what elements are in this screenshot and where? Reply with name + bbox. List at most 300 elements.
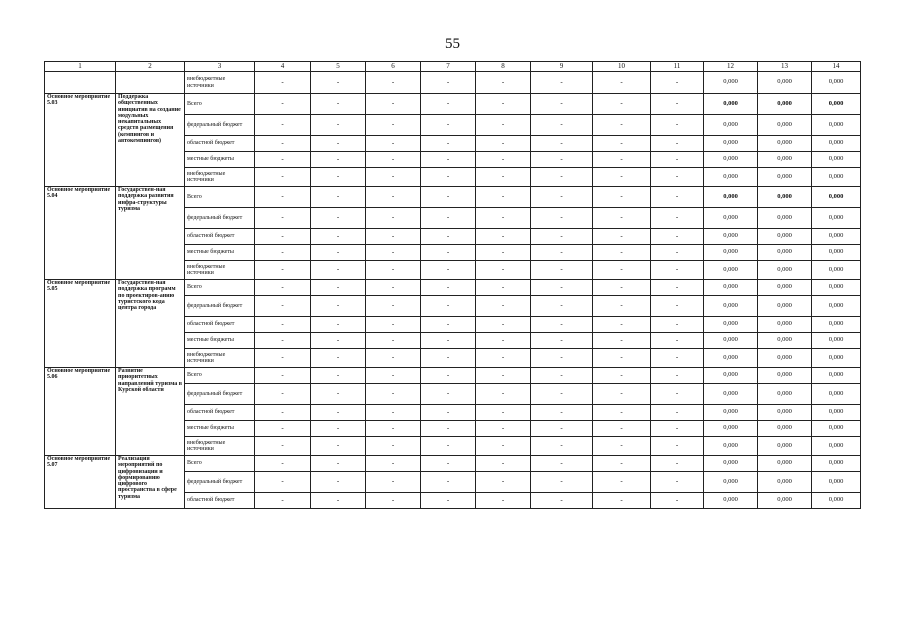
dash-cell: - xyxy=(651,187,704,208)
dash-cell: - xyxy=(531,296,593,317)
dash-cell: - xyxy=(366,437,421,456)
dash-cell: - xyxy=(476,493,531,509)
dash-cell: - xyxy=(651,349,704,368)
dash-cell: - xyxy=(366,317,421,333)
value-cell: 0,000 xyxy=(812,168,861,187)
dash-cell: - xyxy=(421,245,476,261)
column-header-2: 2 xyxy=(116,62,185,72)
dash-cell: - xyxy=(651,94,704,115)
dash-cell: - xyxy=(311,261,366,280)
empty-cell xyxy=(116,72,185,94)
value-cell: 0,000 xyxy=(758,208,812,229)
dash-cell: - xyxy=(531,456,593,472)
value-cell: 0,000 xyxy=(812,437,861,456)
funding-source-label: федеральный бюджет xyxy=(185,115,255,136)
dash-cell: - xyxy=(651,384,704,405)
value-cell: 0,000 xyxy=(704,349,758,368)
value-cell: 0,000 xyxy=(758,368,812,384)
activity-code: Основное мероприятие 5.06 xyxy=(45,368,116,456)
dash-cell: - xyxy=(531,261,593,280)
empty-cell xyxy=(45,72,116,94)
dash-cell: - xyxy=(651,229,704,245)
value-cell: 0,000 xyxy=(812,72,861,94)
budget-table xyxy=(44,61,861,509)
dash-cell: - xyxy=(593,384,651,405)
column-header-8: 8 xyxy=(476,62,531,72)
dash-cell: - xyxy=(651,437,704,456)
table-row xyxy=(45,456,861,472)
value-cell: 0,000 xyxy=(704,187,758,208)
dash-cell: - xyxy=(593,437,651,456)
value-cell: 0,000 xyxy=(758,405,812,421)
value-cell: 0,000 xyxy=(812,187,861,208)
dash-cell: - xyxy=(421,349,476,368)
dash-cell: - xyxy=(531,333,593,349)
dash-cell: - xyxy=(651,168,704,187)
dash-cell: - xyxy=(476,94,531,115)
dash-cell: - xyxy=(476,384,531,405)
dash-cell: - xyxy=(476,280,531,296)
value-cell: 0,000 xyxy=(704,115,758,136)
value-cell: 0,000 xyxy=(704,405,758,421)
dash-cell: - xyxy=(311,245,366,261)
page-number: 55 xyxy=(445,36,460,52)
dash-cell: - xyxy=(255,187,311,208)
value-cell: 0,000 xyxy=(758,152,812,168)
value-cell: 0,000 xyxy=(704,437,758,456)
dash-cell: - xyxy=(476,421,531,437)
dash-cell: - xyxy=(531,405,593,421)
dash-cell: - xyxy=(593,472,651,493)
dash-cell: - xyxy=(476,245,531,261)
dash-cell: - xyxy=(593,493,651,509)
dash-cell: - xyxy=(476,261,531,280)
value-cell: 0,000 xyxy=(812,405,861,421)
dash-cell: - xyxy=(311,456,366,472)
dash-cell: - xyxy=(366,421,421,437)
value-cell: 0,000 xyxy=(704,229,758,245)
value-cell: 0,000 xyxy=(758,261,812,280)
value-cell: 0,000 xyxy=(704,296,758,317)
dash-cell: - xyxy=(593,333,651,349)
dash-cell: - xyxy=(476,136,531,152)
dash-cell: - xyxy=(311,229,366,245)
dash-cell: - xyxy=(366,296,421,317)
dash-cell: - xyxy=(311,317,366,333)
value-cell: 0,000 xyxy=(704,208,758,229)
funding-source-label: Всего xyxy=(185,368,255,384)
funding-source-label: областной бюджет xyxy=(185,405,255,421)
dash-cell: - xyxy=(366,168,421,187)
dash-cell: - xyxy=(531,349,593,368)
funding-source-label: областной бюджет xyxy=(185,229,255,245)
value-cell: 0,000 xyxy=(758,296,812,317)
dash-cell: - xyxy=(421,296,476,317)
dash-cell: - xyxy=(651,421,704,437)
value-cell: 0,000 xyxy=(758,72,812,94)
dash-cell: - xyxy=(311,493,366,509)
dash-cell: - xyxy=(651,405,704,421)
dash-cell: - xyxy=(255,421,311,437)
dash-cell: - xyxy=(593,296,651,317)
dash-cell: - xyxy=(593,208,651,229)
dash-cell: - xyxy=(531,136,593,152)
value-cell: 0,000 xyxy=(812,296,861,317)
dash-cell: - xyxy=(311,333,366,349)
dash-cell: - xyxy=(593,152,651,168)
value-cell: 0,000 xyxy=(812,333,861,349)
dash-cell: - xyxy=(255,296,311,317)
activity-title: Реализация мероприятий по цифровизации и формированию цифрового пространства в сфере туризма xyxy=(116,456,185,509)
dash-cell: - xyxy=(421,384,476,405)
dash-cell: - xyxy=(311,72,366,94)
value-cell: 0,000 xyxy=(704,280,758,296)
dash-cell: - xyxy=(651,368,704,384)
dash-cell: - xyxy=(255,94,311,115)
funding-source-label: внебюджетные источники xyxy=(185,437,255,456)
funding-source-label: федеральный бюджет xyxy=(185,472,255,493)
dash-cell: - xyxy=(421,94,476,115)
dash-cell: - xyxy=(651,456,704,472)
value-cell: 0,000 xyxy=(812,115,861,136)
dash-cell: - xyxy=(531,168,593,187)
dash-cell: - xyxy=(366,245,421,261)
dash-cell: - xyxy=(593,245,651,261)
funding-source-label: Всего xyxy=(185,280,255,296)
dash-cell: - xyxy=(476,115,531,136)
value-cell: 0,000 xyxy=(812,136,861,152)
dash-cell: - xyxy=(311,368,366,384)
dash-cell: - xyxy=(366,384,421,405)
dash-cell: - xyxy=(476,405,531,421)
value-cell: 0,000 xyxy=(758,437,812,456)
dash-cell: - xyxy=(421,368,476,384)
value-cell: 0,000 xyxy=(758,421,812,437)
value-cell: 0,000 xyxy=(704,368,758,384)
funding-source-label: местные бюджеты xyxy=(185,152,255,168)
value-cell: 0,000 xyxy=(812,421,861,437)
dash-cell: - xyxy=(255,261,311,280)
value-cell: 0,000 xyxy=(758,333,812,349)
dash-cell: - xyxy=(421,472,476,493)
dash-cell: - xyxy=(531,317,593,333)
dash-cell: - xyxy=(531,280,593,296)
value-cell: 0,000 xyxy=(758,317,812,333)
dash-cell: - xyxy=(255,280,311,296)
column-header-10: 10 xyxy=(593,62,651,72)
dash-cell: - xyxy=(593,72,651,94)
dash-cell: - xyxy=(366,152,421,168)
dash-cell: - xyxy=(531,472,593,493)
value-cell: 0,000 xyxy=(704,317,758,333)
dash-cell: - xyxy=(421,317,476,333)
funding-source-label: местные бюджеты xyxy=(185,245,255,261)
dash-cell: - xyxy=(651,245,704,261)
value-cell: 0,000 xyxy=(812,384,861,405)
dash-cell: - xyxy=(421,229,476,245)
dash-cell: - xyxy=(366,115,421,136)
dash-cell: - xyxy=(311,94,366,115)
dash-cell: - xyxy=(476,349,531,368)
dash-cell: - xyxy=(593,168,651,187)
value-cell: 0,000 xyxy=(812,245,861,261)
dash-cell: - xyxy=(651,472,704,493)
dash-cell: - xyxy=(476,168,531,187)
dash-cell: - xyxy=(366,456,421,472)
value-cell: 0,000 xyxy=(704,72,758,94)
dash-cell: - xyxy=(366,72,421,94)
dash-cell: - xyxy=(531,421,593,437)
funding-source-label: федеральный бюджет xyxy=(185,296,255,317)
dash-cell: - xyxy=(593,115,651,136)
dash-cell: - xyxy=(366,368,421,384)
funding-source-label: внебюджетные источники xyxy=(185,168,255,187)
dash-cell: - xyxy=(255,437,311,456)
funding-source-label: федеральный бюджет xyxy=(185,208,255,229)
column-header-6: 6 xyxy=(366,62,421,72)
dash-cell: - xyxy=(476,333,531,349)
activity-title: Государствен-ная поддержка программ по проектиров-анию туристского кода центра города xyxy=(116,280,185,368)
value-cell: 0,000 xyxy=(812,152,861,168)
dash-cell: - xyxy=(255,333,311,349)
dash-cell: - xyxy=(531,245,593,261)
dash-cell: - xyxy=(366,261,421,280)
value-cell: 0,000 xyxy=(758,115,812,136)
dash-cell: - xyxy=(311,296,366,317)
funding-source-label: внебюджетные источники xyxy=(185,349,255,368)
dash-cell: - xyxy=(651,152,704,168)
dash-cell: - xyxy=(651,493,704,509)
dash-cell: - xyxy=(531,187,593,208)
dash-cell: - xyxy=(421,115,476,136)
value-cell: 0,000 xyxy=(758,168,812,187)
value-cell: 0,000 xyxy=(812,493,861,509)
dash-cell: - xyxy=(531,94,593,115)
dash-cell: - xyxy=(531,115,593,136)
dash-cell: - xyxy=(255,349,311,368)
dash-cell: - xyxy=(476,72,531,94)
dash-cell: - xyxy=(366,187,421,208)
dash-cell: - xyxy=(421,72,476,94)
dash-cell: - xyxy=(651,333,704,349)
dash-cell: - xyxy=(476,368,531,384)
value-cell: 0,000 xyxy=(812,317,861,333)
table-row xyxy=(45,280,861,296)
dash-cell: - xyxy=(651,317,704,333)
dash-cell: - xyxy=(366,333,421,349)
activity-title: Государствен-ная поддержка развития инфра-структуры туризма xyxy=(116,187,185,280)
value-cell: 0,000 xyxy=(758,280,812,296)
dash-cell: - xyxy=(531,437,593,456)
dash-cell: - xyxy=(421,168,476,187)
value-cell: 0,000 xyxy=(704,152,758,168)
value-cell: 0,000 xyxy=(812,368,861,384)
dash-cell: - xyxy=(255,368,311,384)
funding-source-label: Всего xyxy=(185,187,255,208)
value-cell: 0,000 xyxy=(758,229,812,245)
dash-cell: - xyxy=(366,208,421,229)
dash-cell: - xyxy=(651,296,704,317)
table-row xyxy=(45,187,861,208)
value-cell: 0,000 xyxy=(704,94,758,115)
dash-cell: - xyxy=(311,136,366,152)
value-cell: 0,000 xyxy=(812,349,861,368)
column-header-7: 7 xyxy=(421,62,476,72)
dash-cell: - xyxy=(531,208,593,229)
dash-cell: - xyxy=(421,333,476,349)
dash-cell: - xyxy=(531,229,593,245)
dash-cell: - xyxy=(593,368,651,384)
value-cell: 0,000 xyxy=(758,349,812,368)
dash-cell: - xyxy=(531,493,593,509)
funding-source-label: областной бюджет xyxy=(185,317,255,333)
dash-cell: - xyxy=(366,229,421,245)
dash-cell: - xyxy=(421,208,476,229)
dash-cell: - xyxy=(593,317,651,333)
value-cell: 0,000 xyxy=(704,493,758,509)
dash-cell: - xyxy=(255,229,311,245)
dash-cell: - xyxy=(311,384,366,405)
dash-cell: - xyxy=(311,349,366,368)
header-row xyxy=(45,62,861,72)
dash-cell: - xyxy=(651,280,704,296)
dash-cell: - xyxy=(421,456,476,472)
dash-cell: - xyxy=(421,405,476,421)
dash-cell: - xyxy=(311,421,366,437)
dash-cell: - xyxy=(476,208,531,229)
dash-cell: - xyxy=(593,421,651,437)
activity-code: Основное мероприятие 5.03 xyxy=(45,94,116,187)
dash-cell: - xyxy=(255,456,311,472)
value-cell: 0,000 xyxy=(812,94,861,115)
value-cell: 0,000 xyxy=(758,493,812,509)
dash-cell: - xyxy=(311,152,366,168)
value-cell: 0,000 xyxy=(812,229,861,245)
dash-cell: - xyxy=(311,280,366,296)
dash-cell: - xyxy=(531,368,593,384)
table-body xyxy=(45,72,861,509)
value-cell: 0,000 xyxy=(704,421,758,437)
column-header-9: 9 xyxy=(531,62,593,72)
activity-code: Основное мероприятие 5.05 xyxy=(45,280,116,368)
dash-cell: - xyxy=(311,437,366,456)
dash-cell: - xyxy=(593,456,651,472)
dash-cell: - xyxy=(366,349,421,368)
dash-cell: - xyxy=(421,437,476,456)
value-cell: 0,000 xyxy=(812,280,861,296)
funding-source-label: Всего xyxy=(185,456,255,472)
dash-cell: - xyxy=(476,317,531,333)
dash-cell: - xyxy=(421,261,476,280)
column-header-13: 13 xyxy=(758,62,812,72)
value-cell: 0,000 xyxy=(758,384,812,405)
column-header-4: 4 xyxy=(255,62,311,72)
dash-cell: - xyxy=(421,493,476,509)
dash-cell: - xyxy=(476,456,531,472)
dash-cell: - xyxy=(421,136,476,152)
dash-cell: - xyxy=(593,229,651,245)
funding-source-label: Всего xyxy=(185,94,255,115)
activity-code: Основное мероприятие 5.04 xyxy=(45,187,116,280)
funding-source-label: внебюджетные источники xyxy=(185,261,255,280)
dash-cell: - xyxy=(366,405,421,421)
dash-cell: - xyxy=(476,296,531,317)
dash-cell: - xyxy=(255,384,311,405)
dash-cell: - xyxy=(476,472,531,493)
dash-cell: - xyxy=(651,136,704,152)
dash-cell: - xyxy=(476,152,531,168)
dash-cell: - xyxy=(476,187,531,208)
dash-cell: - xyxy=(255,208,311,229)
dash-cell: - xyxy=(311,115,366,136)
value-cell: 0,000 xyxy=(758,245,812,261)
table-row xyxy=(45,368,861,384)
dash-cell: - xyxy=(311,208,366,229)
dash-cell: - xyxy=(593,280,651,296)
dash-cell: - xyxy=(651,208,704,229)
dash-cell: - xyxy=(476,437,531,456)
dash-cell: - xyxy=(651,72,704,94)
dash-cell: - xyxy=(255,317,311,333)
dash-cell: - xyxy=(366,493,421,509)
table-row xyxy=(45,94,861,115)
dash-cell: - xyxy=(593,136,651,152)
dash-cell: - xyxy=(421,421,476,437)
funding-source-label: федеральный бюджет xyxy=(185,384,255,405)
dash-cell: - xyxy=(651,261,704,280)
dash-cell: - xyxy=(366,136,421,152)
funding-source-label: внебюджетные источники xyxy=(185,72,255,94)
dash-cell: - xyxy=(311,168,366,187)
dash-cell: - xyxy=(255,72,311,94)
value-cell: 0,000 xyxy=(812,208,861,229)
column-header-11: 11 xyxy=(651,62,704,72)
dash-cell: - xyxy=(651,115,704,136)
value-cell: 0,000 xyxy=(704,333,758,349)
funding-source-label: областной бюджет xyxy=(185,493,255,509)
value-cell: 0,000 xyxy=(812,456,861,472)
dash-cell: - xyxy=(593,349,651,368)
dash-cell: - xyxy=(421,280,476,296)
dash-cell: - xyxy=(255,168,311,187)
value-cell: 0,000 xyxy=(758,187,812,208)
dash-cell: - xyxy=(421,152,476,168)
value-cell: 0,000 xyxy=(704,384,758,405)
value-cell: 0,000 xyxy=(758,136,812,152)
dash-cell: - xyxy=(311,405,366,421)
activity-title: Развитие приоритетных направлений туризма в Курской области xyxy=(116,368,185,456)
value-cell: 0,000 xyxy=(704,168,758,187)
column-header-12: 12 xyxy=(704,62,758,72)
activity-title: Поддержка общественных инициатив на создание модульных некапитальных средств размещения (кемпингов и автокемпингов) xyxy=(116,94,185,187)
value-cell: 0,000 xyxy=(704,472,758,493)
dash-cell: - xyxy=(311,187,366,208)
value-cell: 0,000 xyxy=(704,136,758,152)
dash-cell: - xyxy=(255,472,311,493)
dash-cell: - xyxy=(366,94,421,115)
funding-source-label: областной бюджет xyxy=(185,136,255,152)
table-row xyxy=(45,72,861,94)
value-cell: 0,000 xyxy=(758,456,812,472)
activity-code: Основное мероприятие 5.07 xyxy=(45,456,116,509)
value-cell: 0,000 xyxy=(704,245,758,261)
value-cell: 0,000 xyxy=(812,472,861,493)
value-cell: 0,000 xyxy=(758,472,812,493)
dash-cell: - xyxy=(255,136,311,152)
column-header-5: 5 xyxy=(311,62,366,72)
column-header-1: 1 xyxy=(45,62,116,72)
dash-cell: - xyxy=(531,152,593,168)
